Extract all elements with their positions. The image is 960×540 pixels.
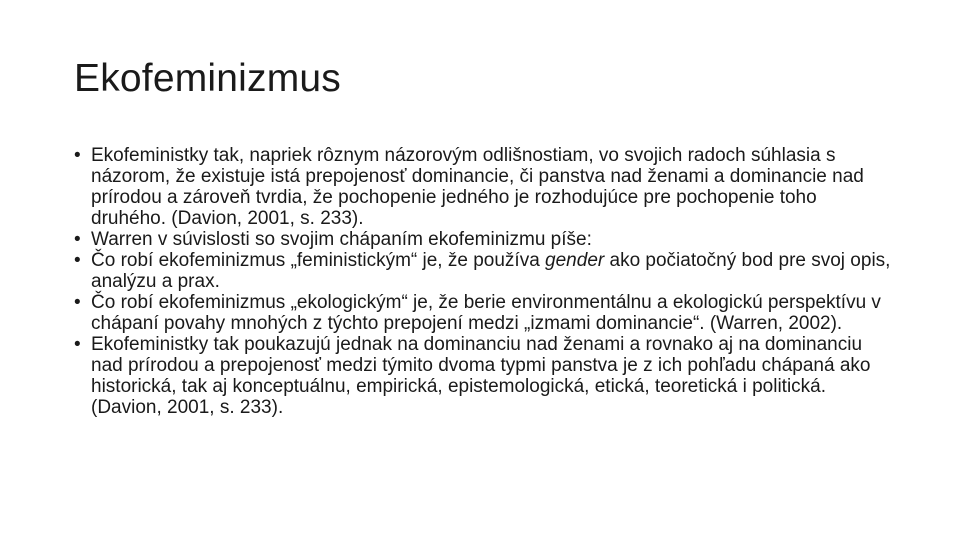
bullet-text: Ekofeministky tak poukazujú jednak na dominanciu nad ženami a rovnako aj na dominanciu nad prírodou a prepojenosť medzi týmito dvoma typmi panstva je z ich pohľadu chápaná ako historická, tak aj konceptuálnu, empirická, epistemologická, etická, teoretická i politická.(Davion, 2001, s. 233). [91, 334, 871, 418]
bullet-marker: • [74, 334, 81, 355]
bullet-text-before: Čo robí ekofeminizmus „feministickým“ je, že používa [91, 250, 546, 271]
bullet-marker: • [74, 292, 81, 313]
bullet-item [74, 334, 894, 418]
bullet-item [74, 292, 894, 334]
bullet-marker: • [74, 229, 81, 250]
bullet-list [74, 145, 894, 418]
bullet-text: Warren v súvislosti so svojim chápaním ekofeminizmu píše: [91, 229, 592, 250]
bullet-item [74, 145, 894, 229]
bullet-item [74, 250, 894, 292]
bullet-text: Čo robí ekofeminizmus „ekologickým“ je, že berie environmentálnu a ekologickú perspektívu v chápaní povahy mnohých z týchto prepojení medzi „izmami dominancie“. (Warren, 2002). [91, 292, 881, 334]
slide-title: Ekofeminizmus [74, 57, 342, 100]
bullet-text [91, 250, 890, 292]
bullet-marker: • [74, 250, 81, 271]
bullet-marker: • [74, 145, 81, 166]
bullet-text-emphasis: gender [545, 250, 605, 271]
bullet-item [74, 229, 894, 250]
bullet-text: Ekofeministky tak, napriek rôznym názorovým odlišnostiam, vo svojich radoch súhlasia s názorom, že existuje istá prepojenosť dominancie, či panstva nad ženami a dominancie nad prírodou a zároveň tvrdia, že pochopenie jedného je rozhodujúce pre pochopenie toho druhého. (Davion, 2001, s. 233). [91, 145, 864, 229]
bullet-text-after: ako počiatočný bod pre svoj opis, analýzu a prax. [91, 250, 891, 292]
